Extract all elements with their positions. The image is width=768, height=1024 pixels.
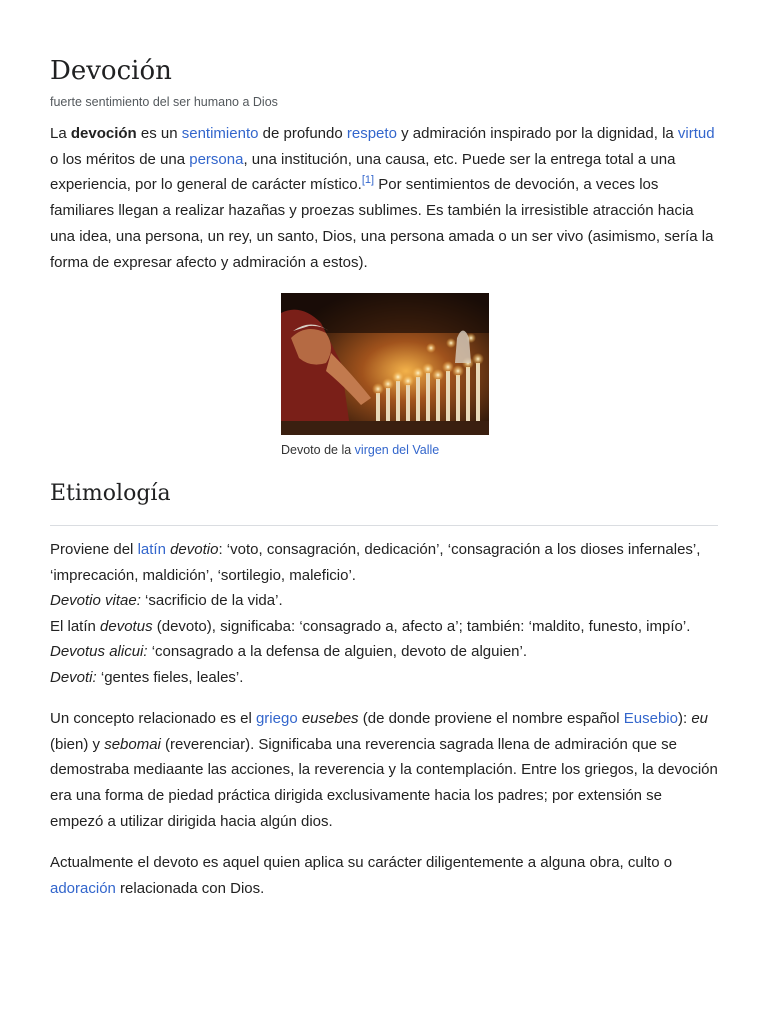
- heading-divider: [50, 525, 718, 526]
- text-span: ):: [677, 710, 692, 727]
- candle-devotee-photo[interactable]: [281, 293, 489, 435]
- bold-term: devoción: [70, 125, 137, 142]
- text-span: de profundo: [258, 125, 347, 142]
- text-span: es un: [136, 125, 182, 142]
- text-span: (bien) y: [50, 735, 105, 753]
- text-span: ‘consagrado a la defensa de alguien, devoto de alguien’.: [147, 643, 527, 660]
- link-griego[interactable]: griego: [255, 710, 298, 727]
- etymology-line: [50, 665, 718, 691]
- link-virtud[interactable]: virtud: [677, 125, 715, 142]
- italic-term: Devoti:: [50, 668, 97, 686]
- article-figure: [281, 293, 489, 457]
- link-latin[interactable]: latín: [137, 541, 166, 558]
- link-sentimiento[interactable]: sentimiento: [181, 125, 259, 142]
- text-span: La: [50, 125, 71, 142]
- text-span: , una institución, una causa, etc. Puede ser la entrega total a una experiencia, por lo general de carácter místico.: [50, 150, 676, 194]
- figure-caption: [281, 443, 489, 457]
- link-virgen-del-valle[interactable]: virgen del Valle: [354, 443, 440, 457]
- text-span: El latín: [50, 617, 101, 635]
- intro-paragraph: [50, 121, 718, 275]
- page-description: fuerte sentimiento del ser humano a Dios: [50, 95, 278, 109]
- text-span: Proviene del: [50, 541, 138, 558]
- link-respeto[interactable]: respeto: [346, 125, 397, 142]
- text-span: ‘imprecación, maldición’, ‘sortilegio, maleficio’.: [50, 566, 356, 584]
- text-span: (reverenciar). Significaba una reverencia sagrada llena de admiración que se demostraba mediaante las acciones, la reverencia y la contemplación. Entre los griegos, la devoción era una forma de piedad práctica dirigida exclusivamente hacia los padres; por extensión se empezó a utilizar dirigida hacia algún dios.: [50, 735, 718, 830]
- text-span: : ‘voto, consagración, dedicación’, ‘consagración a los dioses infernales’,: [218, 541, 701, 558]
- text-span: Un concepto relacionado es el: [50, 710, 256, 727]
- etymology-line: [50, 614, 718, 640]
- italic-term: devotio: [170, 541, 219, 558]
- text-span: o los méritos de una: [50, 150, 190, 168]
- text-span: Actualmente el devoto es aquel quien aplica su carácter diligentemente a alguna obra, culto o: [50, 854, 673, 871]
- etymology-line: [50, 563, 718, 589]
- text-span: ‘gentes fieles, leales’.: [96, 668, 244, 686]
- link-adoracion[interactable]: adoración: [50, 879, 116, 897]
- etymology-line: [50, 537, 718, 563]
- caption-text: Devoto de la: [281, 443, 355, 457]
- italic-term: eusebes: [301, 710, 359, 727]
- text-span: (de donde proviene el nombre español: [358, 710, 624, 727]
- italic-term: Devotio vitae:: [50, 592, 141, 609]
- reference-link[interactable]: [1]: [361, 174, 375, 187]
- section-heading-etimologia: Etimología: [50, 481, 171, 506]
- greek-paragraph: [50, 706, 718, 835]
- etymology-line: [50, 639, 718, 665]
- etymology-line: [50, 588, 718, 614]
- text-span: relacionada con Dios.: [115, 879, 265, 897]
- text-span: y admiración inspirado por la dignidad, la: [396, 125, 678, 142]
- italic-term: devotus: [100, 617, 153, 635]
- page-title: Devoción: [50, 56, 172, 86]
- italic-term: eu: [691, 710, 708, 727]
- text-span: Por sentimientos de devoción, a veces los familiares llegan a realizar hazañas y proezas sublimes. Es también la irresistible atracción hacia una idea, una persona, un rey, un santo, Dios, una persona amada o un ser vivo (asimismo, sería la forma de expresar afecto y admiración a estos).: [50, 176, 714, 271]
- italic-term: sebomai: [104, 735, 161, 753]
- text-span: ‘sacrificio de la vida’.: [140, 592, 283, 609]
- modern-paragraph: [50, 850, 718, 901]
- text-span: (devoto), significaba: ‘consagrado a, afecto a’; también: ‘maldito, funesto, impío’.: [152, 617, 691, 635]
- etymology-lines: [50, 537, 718, 690]
- link-persona[interactable]: persona: [189, 150, 244, 168]
- italic-term: Devotus alicui:: [50, 643, 148, 660]
- link-eusebio[interactable]: Eusebio: [623, 710, 678, 727]
